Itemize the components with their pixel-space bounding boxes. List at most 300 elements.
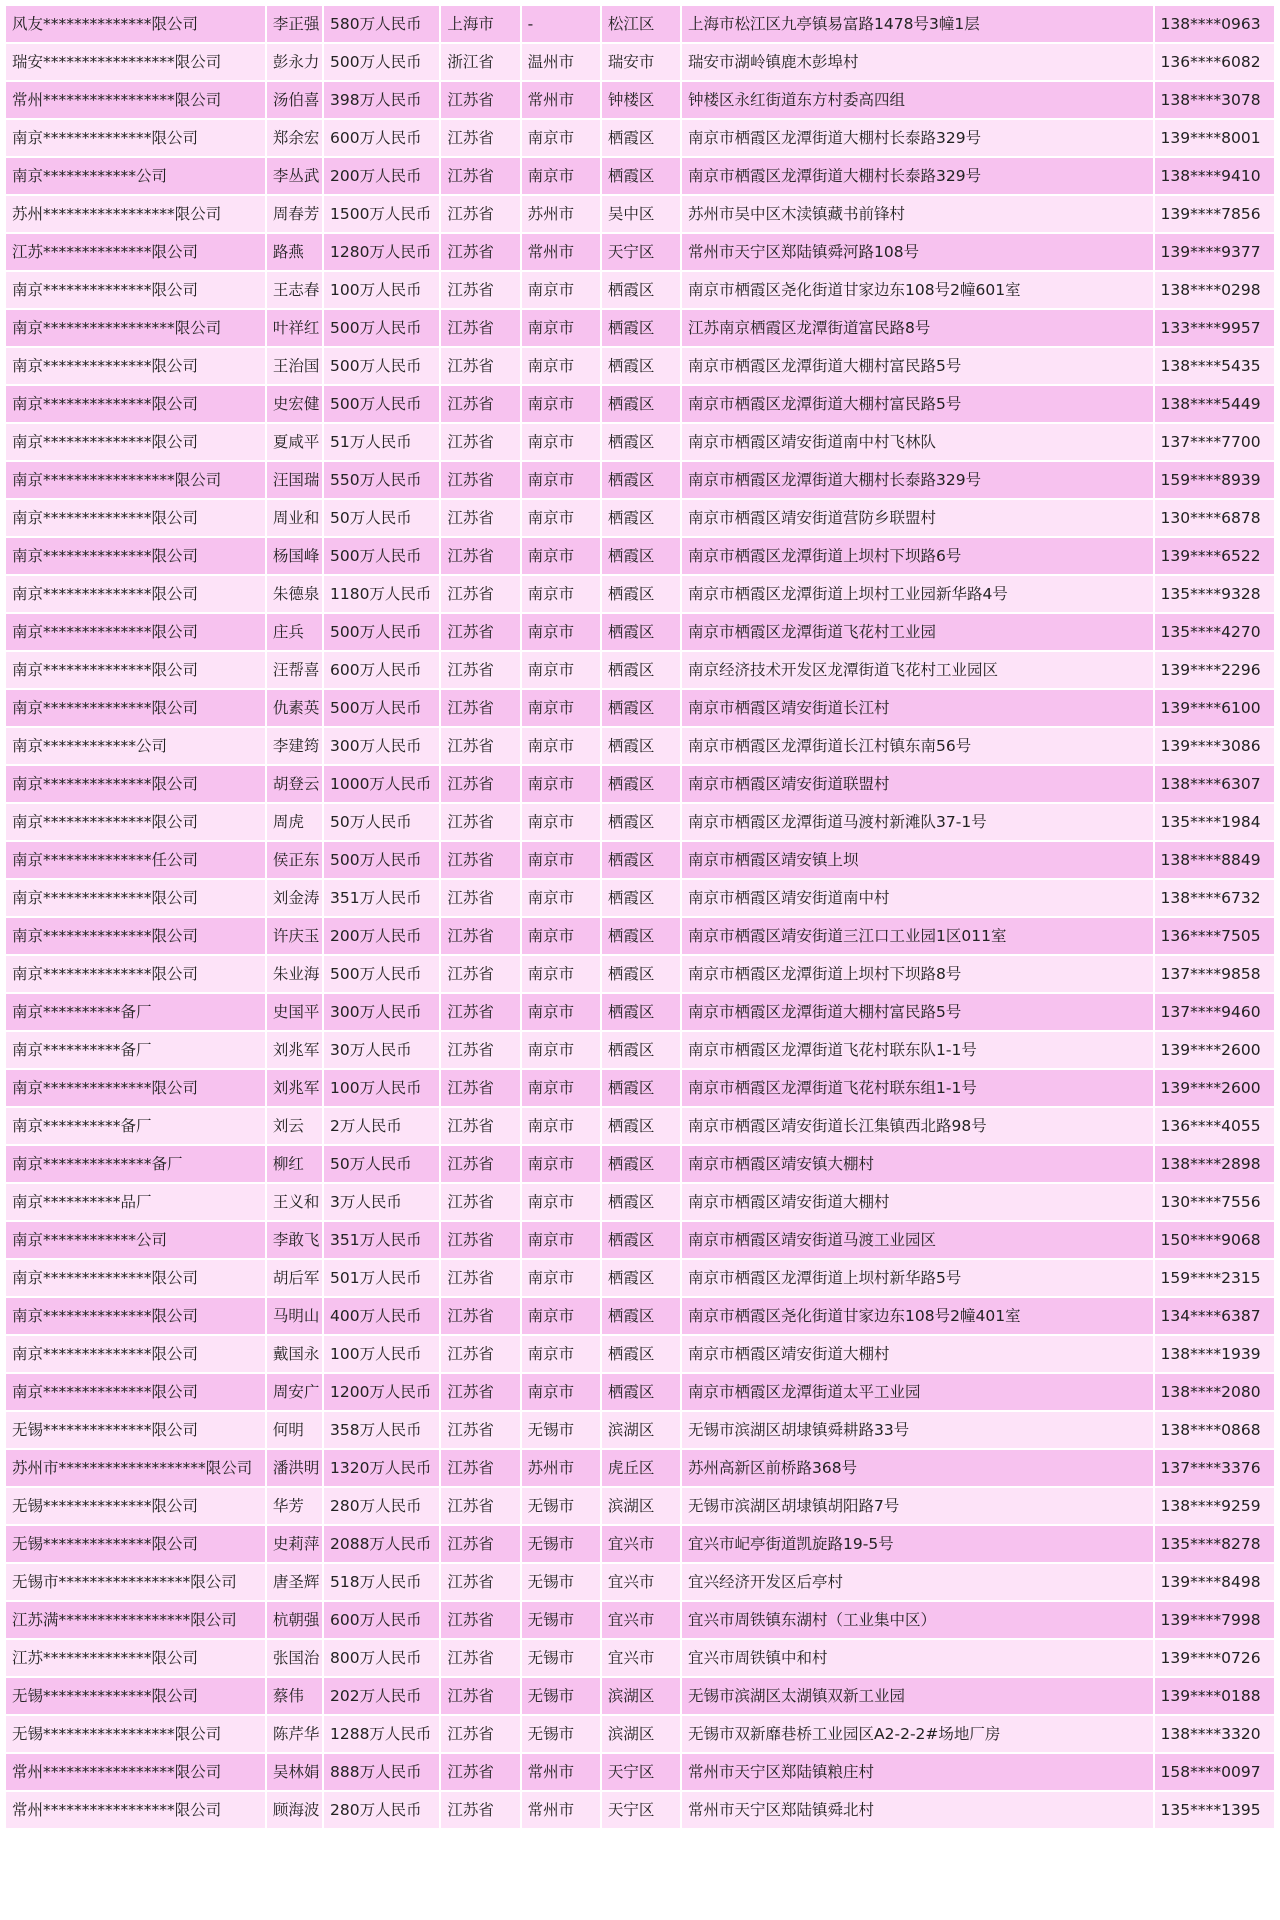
province-cell: 江苏省 [441,1222,519,1258]
address-cell: 南京市栖霞区龙潭街道大棚村长泰路329号 [682,120,1153,156]
district-cell: 栖霞区 [602,956,680,992]
province-cell: 江苏省 [441,424,519,460]
city-cell: 南京市 [522,956,600,992]
legal-person-cell: 路燕 [267,234,322,270]
table-row [6,538,1274,574]
address-cell: 宜兴市周铁镇中和村 [682,1640,1153,1676]
city-cell: 温州市 [522,44,600,80]
province-cell: 江苏省 [441,1678,519,1714]
city-cell: 南京市 [522,842,600,878]
phone-cell: 139****8498 [1155,1564,1274,1600]
company-name-cell: 无锡市*****************限公司 [6,1564,265,1600]
phone-cell: 137****7700 [1155,424,1274,460]
legal-person-cell: 郑余宏 [267,120,322,156]
province-cell: 江苏省 [441,652,519,688]
legal-person-cell: 蔡伟 [267,1678,322,1714]
phone-cell: 138****3320 [1155,1716,1274,1752]
province-cell: 江苏省 [441,1640,519,1676]
table-row [6,1108,1274,1144]
address-cell: 南京市栖霞区尧化街道甘家边东108号2幢401室 [682,1298,1153,1334]
legal-person-cell: 唐圣辉 [267,1564,322,1600]
company-name-cell: 南京**************备厂 [6,1146,265,1182]
phone-cell: 138****2080 [1155,1374,1274,1410]
address-cell: 南京市栖霞区靖安街道联盟村 [682,766,1153,802]
phone-cell: 135****1395 [1155,1792,1274,1828]
address-cell: 南京市栖霞区靖安镇上坝 [682,842,1153,878]
table-row [6,1260,1274,1296]
registered-capital-cell: 30万人民币 [324,1032,439,1068]
address-cell: 常州市天宁区郑陆镇粮庄村 [682,1754,1153,1790]
registered-capital-cell: 1320万人民币 [324,1450,439,1486]
province-cell: 江苏省 [441,234,519,270]
company-name-cell: 常州*****************限公司 [6,1792,265,1828]
company-name-cell: 南京**************限公司 [6,1298,265,1334]
city-cell: 南京市 [522,1070,600,1106]
address-cell: 南京市栖霞区靖安街道南中村 [682,880,1153,916]
city-cell: 南京市 [522,272,600,308]
table-row [6,766,1274,802]
table-row [6,1222,1274,1258]
city-cell: 南京市 [522,804,600,840]
phone-cell: 139****9377 [1155,234,1274,270]
registered-capital-cell: 501万人民币 [324,1260,439,1296]
province-cell: 江苏省 [441,956,519,992]
legal-person-cell: 许庆玉 [267,918,322,954]
company-name-cell: 江苏满*****************限公司 [6,1602,265,1638]
legal-person-cell: 彭永力 [267,44,322,80]
registered-capital-cell: 500万人民币 [324,690,439,726]
table-row [6,462,1274,498]
company-name-cell: 南京**************限公司 [6,804,265,840]
registered-capital-cell: 500万人民币 [324,842,439,878]
province-cell: 江苏省 [441,1450,519,1486]
address-cell: 南京市栖霞区龙潭街道上坝村下坝路8号 [682,956,1153,992]
legal-person-cell: 李丛武 [267,158,322,194]
registered-capital-cell: 500万人民币 [324,44,439,80]
company-name-cell: 南京**************限公司 [6,348,265,384]
district-cell: 栖霞区 [602,1298,680,1334]
registered-capital-cell: 600万人民币 [324,120,439,156]
district-cell: 栖霞区 [602,994,680,1030]
registered-capital-cell: 50万人民币 [324,804,439,840]
address-cell: 南京市栖霞区龙潭街道上坝村工业园新华路4号 [682,576,1153,612]
address-cell: 南京经济技术开发区龙潭街道飞花村工业园区 [682,652,1153,688]
district-cell: 栖霞区 [602,652,680,688]
table-row [6,690,1274,726]
legal-person-cell: 汤伯喜 [267,82,322,118]
legal-person-cell: 刘兆军 [267,1032,322,1068]
province-cell: 江苏省 [441,1146,519,1182]
table-row [6,1184,1274,1220]
city-cell: 南京市 [522,158,600,194]
table-row [6,1488,1274,1524]
registered-capital-cell: 888万人民币 [324,1754,439,1790]
district-cell: 宜兴市 [602,1526,680,1562]
address-cell: 南京市栖霞区龙潭街道大棚村富民路5号 [682,386,1153,422]
company-name-cell: 无锡**************限公司 [6,1526,265,1562]
province-cell: 江苏省 [441,196,519,232]
phone-cell: 135****9328 [1155,576,1274,612]
district-cell: 栖霞区 [602,1032,680,1068]
company-name-cell: 无锡*****************限公司 [6,1716,265,1752]
registered-capital-cell: 202万人民币 [324,1678,439,1714]
province-cell: 江苏省 [441,500,519,536]
table-row [6,1450,1274,1486]
legal-person-cell: 叶祥红 [267,310,322,346]
phone-cell: 138****9410 [1155,158,1274,194]
address-cell: 宜兴市周铁镇东湖村（工业集中区） [682,1602,1153,1638]
city-cell: 南京市 [522,1374,600,1410]
table-row [6,956,1274,992]
company-name-cell: 南京**************限公司 [6,956,265,992]
district-cell: 栖霞区 [602,424,680,460]
phone-cell: 138****6307 [1155,766,1274,802]
address-cell: 南京市栖霞区龙潭街道太平工业园 [682,1374,1153,1410]
city-cell: 南京市 [522,1298,600,1334]
phone-cell: 139****0726 [1155,1640,1274,1676]
registered-capital-cell: 500万人民币 [324,614,439,650]
company-name-cell: 南京**************限公司 [6,386,265,422]
registered-capital-cell: 280万人民币 [324,1792,439,1828]
company-name-cell: 南京**********品厂 [6,1184,265,1220]
city-cell: 南京市 [522,386,600,422]
city-cell: 无锡市 [522,1412,600,1448]
city-cell: 南京市 [522,576,600,612]
company-name-cell: 无锡**************限公司 [6,1488,265,1524]
phone-cell: 138****8849 [1155,842,1274,878]
phone-cell: 136****6082 [1155,44,1274,80]
province-cell: 江苏省 [441,1716,519,1752]
phone-cell: 139****7998 [1155,1602,1274,1638]
city-cell: 南京市 [522,348,600,384]
registered-capital-cell: 800万人民币 [324,1640,439,1676]
table-row [6,1298,1274,1334]
phone-cell: 139****2600 [1155,1070,1274,1106]
table-row [6,1716,1274,1752]
province-cell: 江苏省 [441,994,519,1030]
province-cell: 上海市 [441,6,519,42]
city-cell: 南京市 [522,652,600,688]
company-name-cell: 江苏**************限公司 [6,1640,265,1676]
district-cell: 宜兴市 [602,1602,680,1638]
province-cell: 江苏省 [441,1374,519,1410]
table-row [6,994,1274,1030]
province-cell: 江苏省 [441,1602,519,1638]
phone-cell: 158****0097 [1155,1754,1274,1790]
district-cell: 松江区 [602,6,680,42]
registered-capital-cell: 600万人民币 [324,652,439,688]
legal-person-cell: 王志春 [267,272,322,308]
company-name-cell: 南京**************限公司 [6,1336,265,1372]
province-cell: 江苏省 [441,272,519,308]
phone-cell: 133****9957 [1155,310,1274,346]
city-cell: 南京市 [522,424,600,460]
phone-cell: 130****7556 [1155,1184,1274,1220]
city-cell: 常州市 [522,82,600,118]
city-cell: 无锡市 [522,1678,600,1714]
phone-cell: 134****6387 [1155,1298,1274,1334]
city-cell: 南京市 [522,538,600,574]
province-cell: 江苏省 [441,348,519,384]
phone-cell: 138****6732 [1155,880,1274,916]
registered-capital-cell: 50万人民币 [324,1146,439,1182]
province-cell: 江苏省 [441,1526,519,1562]
table-row [6,272,1274,308]
registered-capital-cell: 1000万人民币 [324,766,439,802]
district-cell: 栖霞区 [602,538,680,574]
address-cell: 南京市栖霞区龙潭街道飞花村联东组1-1号 [682,1070,1153,1106]
table-row [6,1564,1274,1600]
legal-person-cell: 仇素英 [267,690,322,726]
registered-capital-cell: 550万人民币 [324,462,439,498]
city-cell: 南京市 [522,918,600,954]
phone-cell: 159****8939 [1155,462,1274,498]
province-cell: 江苏省 [441,120,519,156]
table-row [6,310,1274,346]
legal-person-cell: 马明山 [267,1298,322,1334]
company-table-container [4,4,1276,1830]
city-cell: 南京市 [522,1032,600,1068]
company-name-cell: 南京*****************限公司 [6,310,265,346]
district-cell: 滨湖区 [602,1412,680,1448]
district-cell: 宜兴市 [602,1640,680,1676]
legal-person-cell: 朱德泉 [267,576,322,612]
district-cell: 栖霞区 [602,1222,680,1258]
district-cell: 栖霞区 [602,1374,680,1410]
province-cell: 江苏省 [441,842,519,878]
city-cell: 南京市 [522,1108,600,1144]
table-row [6,500,1274,536]
registered-capital-cell: 518万人民币 [324,1564,439,1600]
legal-person-cell: 李敢飞 [267,1222,322,1258]
district-cell: 栖霞区 [602,1146,680,1182]
registered-capital-cell: 358万人民币 [324,1412,439,1448]
district-cell: 栖霞区 [602,462,680,498]
registered-capital-cell: 300万人民币 [324,728,439,764]
table-row [6,1032,1274,1068]
registered-capital-cell: 200万人民币 [324,158,439,194]
company-name-cell: 无锡**************限公司 [6,1678,265,1714]
district-cell: 天宁区 [602,1792,680,1828]
province-cell: 江苏省 [441,880,519,916]
province-cell: 江苏省 [441,158,519,194]
city-cell: 南京市 [522,880,600,916]
address-cell: 南京市栖霞区靖安镇大棚村 [682,1146,1153,1182]
table-row [6,234,1274,270]
company-name-cell: 南京**************限公司 [6,1260,265,1296]
city-cell: 无锡市 [522,1564,600,1600]
phone-cell: 150****9068 [1155,1222,1274,1258]
address-cell: 南京市栖霞区龙潭街道大棚村长泰路329号 [682,158,1153,194]
address-cell: 瑞安市湖岭镇鹿木彭埠村 [682,44,1153,80]
company-name-cell: 南京**************限公司 [6,614,265,650]
legal-person-cell: 周虎 [267,804,322,840]
district-cell: 虎丘区 [602,1450,680,1486]
phone-cell: 139****0188 [1155,1678,1274,1714]
district-cell: 栖霞区 [602,500,680,536]
legal-person-cell: 夏咸平 [267,424,322,460]
legal-person-cell: 周安广 [267,1374,322,1410]
legal-person-cell: 柳红 [267,1146,322,1182]
company-name-cell: 南京*****************限公司 [6,462,265,498]
registered-capital-cell: 280万人民币 [324,1488,439,1524]
registered-capital-cell: 2088万人民币 [324,1526,439,1562]
phone-cell: 139****6522 [1155,538,1274,574]
registered-capital-cell: 500万人民币 [324,386,439,422]
table-row [6,1070,1274,1106]
city-cell: 无锡市 [522,1602,600,1638]
phone-cell: 139****8001 [1155,120,1274,156]
table-row [6,82,1274,118]
table-row [6,842,1274,878]
district-cell: 钟楼区 [602,82,680,118]
province-cell: 江苏省 [441,766,519,802]
province-cell: 江苏省 [441,386,519,422]
city-cell: 南京市 [522,1222,600,1258]
company-name-cell: 常州*****************限公司 [6,82,265,118]
city-cell: 南京市 [522,120,600,156]
legal-person-cell: 李建筠 [267,728,322,764]
phone-cell: 138****9259 [1155,1488,1274,1524]
company-name-cell: 南京**********备厂 [6,1108,265,1144]
company-name-cell: 南京**************限公司 [6,1070,265,1106]
province-cell: 江苏省 [441,1754,519,1790]
city-cell: 常州市 [522,1754,600,1790]
table-row [6,1602,1274,1638]
province-cell: 江苏省 [441,690,519,726]
table-row [6,158,1274,194]
company-name-cell: 南京************公司 [6,158,265,194]
phone-cell: 130****6878 [1155,500,1274,536]
province-cell: 浙江省 [441,44,519,80]
company-name-cell: 南京**************限公司 [6,918,265,954]
address-cell: 无锡市滨湖区胡埭镇胡阳路7号 [682,1488,1153,1524]
phone-cell: 135****1984 [1155,804,1274,840]
district-cell: 栖霞区 [602,272,680,308]
province-cell: 江苏省 [441,1184,519,1220]
address-cell: 南京市栖霞区龙潭街道飞花村工业园 [682,614,1153,650]
table-row [6,1792,1274,1828]
registered-capital-cell: 600万人民币 [324,1602,439,1638]
address-cell: 苏州高新区前桥路368号 [682,1450,1153,1486]
company-name-cell: 常州*****************限公司 [6,1754,265,1790]
table-row [6,1526,1274,1562]
table-row [6,576,1274,612]
table-row [6,348,1274,384]
province-cell: 江苏省 [441,614,519,650]
city-cell: 南京市 [522,310,600,346]
company-table-body [6,6,1274,1828]
phone-cell: 138****0963 [1155,6,1274,42]
phone-cell: 136****4055 [1155,1108,1274,1144]
company-name-cell: 苏州市*******************限公司 [6,1450,265,1486]
legal-person-cell: 李正强 [267,6,322,42]
registered-capital-cell: 1280万人民币 [324,234,439,270]
legal-person-cell: 汪国瑞 [267,462,322,498]
legal-person-cell: 杨国峰 [267,538,322,574]
registered-capital-cell: 351万人民币 [324,1222,439,1258]
company-name-cell: 无锡**************限公司 [6,1412,265,1448]
district-cell: 栖霞区 [602,1260,680,1296]
address-cell: 南京市栖霞区尧化街道甘家边东108号2幢601室 [682,272,1153,308]
table-row [6,1374,1274,1410]
table-row [6,386,1274,422]
address-cell: 宜兴经济开发区后亭村 [682,1564,1153,1600]
address-cell: 南京市栖霞区龙潭街道大棚村富民路5号 [682,348,1153,384]
legal-person-cell: 周春芳 [267,196,322,232]
address-cell: 南京市栖霞区龙潭街道大棚村长泰路329号 [682,462,1153,498]
registered-capital-cell: 100万人民币 [324,1070,439,1106]
table-row [6,614,1274,650]
district-cell: 栖霞区 [602,1108,680,1144]
table-row [6,804,1274,840]
province-cell: 江苏省 [441,462,519,498]
company-name-cell: 南京**********备厂 [6,1032,265,1068]
province-cell: 江苏省 [441,1260,519,1296]
legal-person-cell: 王义和 [267,1184,322,1220]
phone-cell: 137****3376 [1155,1450,1274,1486]
legal-person-cell: 史国平 [267,994,322,1030]
address-cell: 上海市松江区九亭镇易富路1478号3幢1层 [682,6,1153,42]
company-name-cell: 南京**********备厂 [6,994,265,1030]
phone-cell: 137****9460 [1155,994,1274,1030]
province-cell: 江苏省 [441,804,519,840]
phone-cell: 138****2898 [1155,1146,1274,1182]
legal-person-cell: 吴林娟 [267,1754,322,1790]
company-name-cell: 南京**************限公司 [6,690,265,726]
address-cell: 无锡市滨湖区胡埭镇舜耕路33号 [682,1412,1153,1448]
registered-capital-cell: 1288万人民币 [324,1716,439,1752]
phone-cell: 138****3078 [1155,82,1274,118]
province-cell: 江苏省 [441,576,519,612]
city-cell: 南京市 [522,728,600,764]
company-name-cell: 江苏**************限公司 [6,234,265,270]
registered-capital-cell: 2万人民币 [324,1108,439,1144]
legal-person-cell: 张国治 [267,1640,322,1676]
address-cell: 宜兴市屺亭街道凯旋路19-5号 [682,1526,1153,1562]
city-cell: 南京市 [522,1184,600,1220]
company-name-cell: 南京************公司 [6,1222,265,1258]
district-cell: 滨湖区 [602,1488,680,1524]
district-cell: 栖霞区 [602,690,680,726]
district-cell: 栖霞区 [602,576,680,612]
district-cell: 宜兴市 [602,1564,680,1600]
legal-person-cell: 刘云 [267,1108,322,1144]
city-cell: 南京市 [522,500,600,536]
province-cell: 江苏省 [441,1488,519,1524]
table-row [6,44,1274,80]
registered-capital-cell: 51万人民币 [324,424,439,460]
district-cell: 栖霞区 [602,804,680,840]
registered-capital-cell: 3万人民币 [324,1184,439,1220]
district-cell: 栖霞区 [602,1070,680,1106]
province-cell: 江苏省 [441,538,519,574]
address-cell: 南京市栖霞区靖安街道长江村 [682,690,1153,726]
company-name-cell: 风友**************限公司 [6,6,265,42]
phone-cell: 139****3086 [1155,728,1274,764]
table-row [6,1754,1274,1790]
table-row [6,1146,1274,1182]
city-cell: 南京市 [522,614,600,650]
district-cell: 吴中区 [602,196,680,232]
registered-capital-cell: 500万人民币 [324,310,439,346]
city-cell: 无锡市 [522,1640,600,1676]
province-cell: 江苏省 [441,310,519,346]
province-cell: 江苏省 [441,1336,519,1372]
district-cell: 栖霞区 [602,310,680,346]
table-row [6,880,1274,916]
district-cell: 栖霞区 [602,766,680,802]
